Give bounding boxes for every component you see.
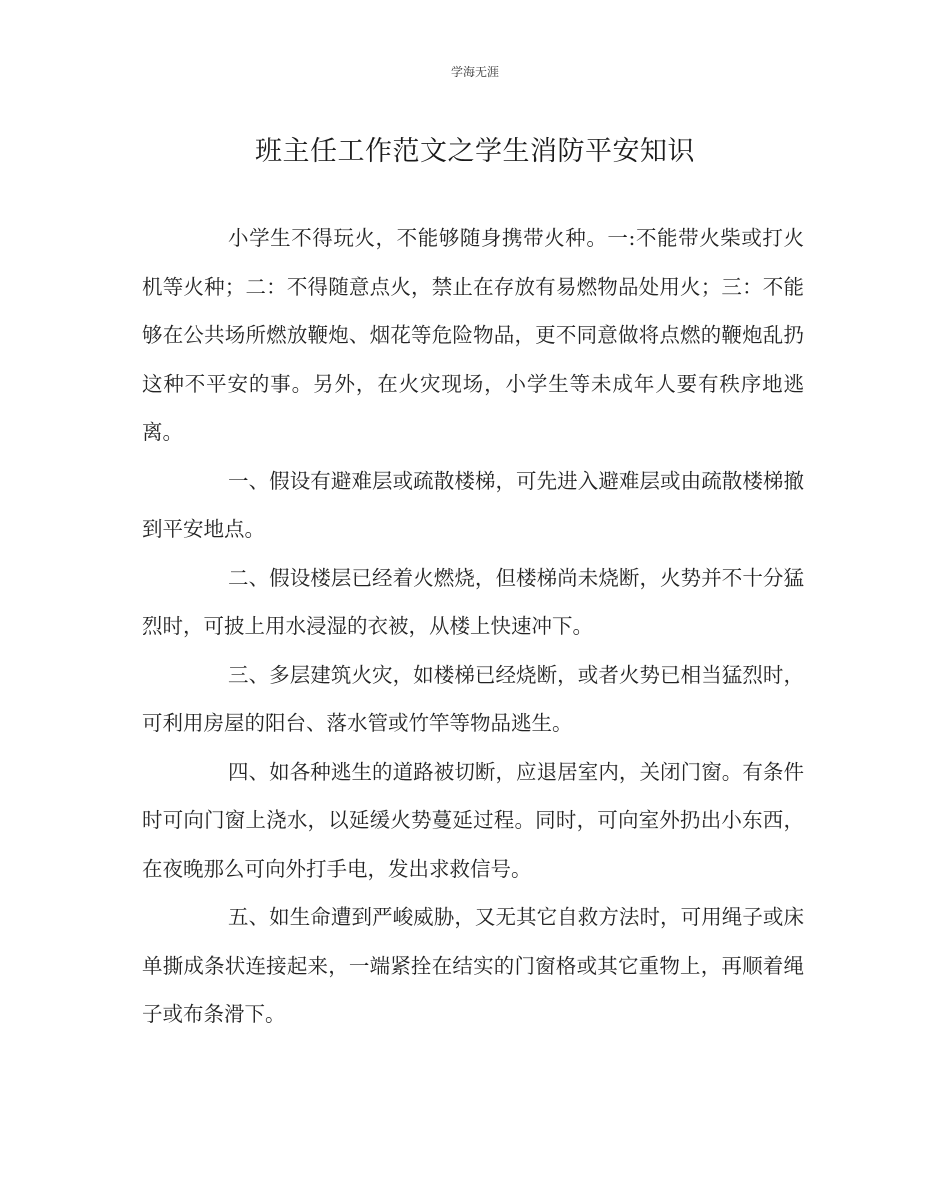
page-header: 学海无涯 [450, 65, 499, 79]
document-title: 班主任工作范文之学生消防平安知识 [255, 136, 695, 167]
paragraph-item-4: 四、如各种逃生的道路被切断，应退居室内，关闭门窗。有条件时可向门窗上浇水，以延缓火势蔓延过程。同时，可向室外扔出小东西，在夜晚那么可向外打手电，发出求救信号。 [142, 759, 804, 881]
paragraph-item-1: 一、假设有避难层或疏散楼梯，可先进入避难层或由疏散楼梯撤到平安地点。 [142, 468, 804, 541]
paragraph-item-5: 五、如生命遭到严峻威胁，又无其它自救方法时，可用绳子或床单撕成条状连接起来，一端紧拴在结实的门窗格或其它重物上，再顺着绳子或布条滑下。 [142, 905, 804, 1026]
paragraph-item-3: 三、多层建筑火灾，如楼梯已经烧断，或者火势已相当猛烈时，可利用房屋的阳台、落水管或竹竿等物品逃生。 [142, 662, 804, 735]
paragraph-item-2: 二、假设楼层已经着火燃烧，但楼梯尚未烧断，火势并不十分猛烈时，可披上用水浸湿的衣被，从楼上快速冲下。 [142, 565, 804, 638]
document-body [142, 214, 804, 1039]
paragraph-intro: 小学生不得玩火，不能够随身携带火种。一:不能带火柴或打火机等火种；二：不得随意点火，禁止在存放有易燃物品处用火；三：不能够在公共场所燃放鞭炮、烟花等危险物品，更不同意做将点燃的鞭炮乱扔这种不平安的事。另外，在火灾现场，小学生等未成年人要有秩序地逃离。 [142, 226, 804, 444]
